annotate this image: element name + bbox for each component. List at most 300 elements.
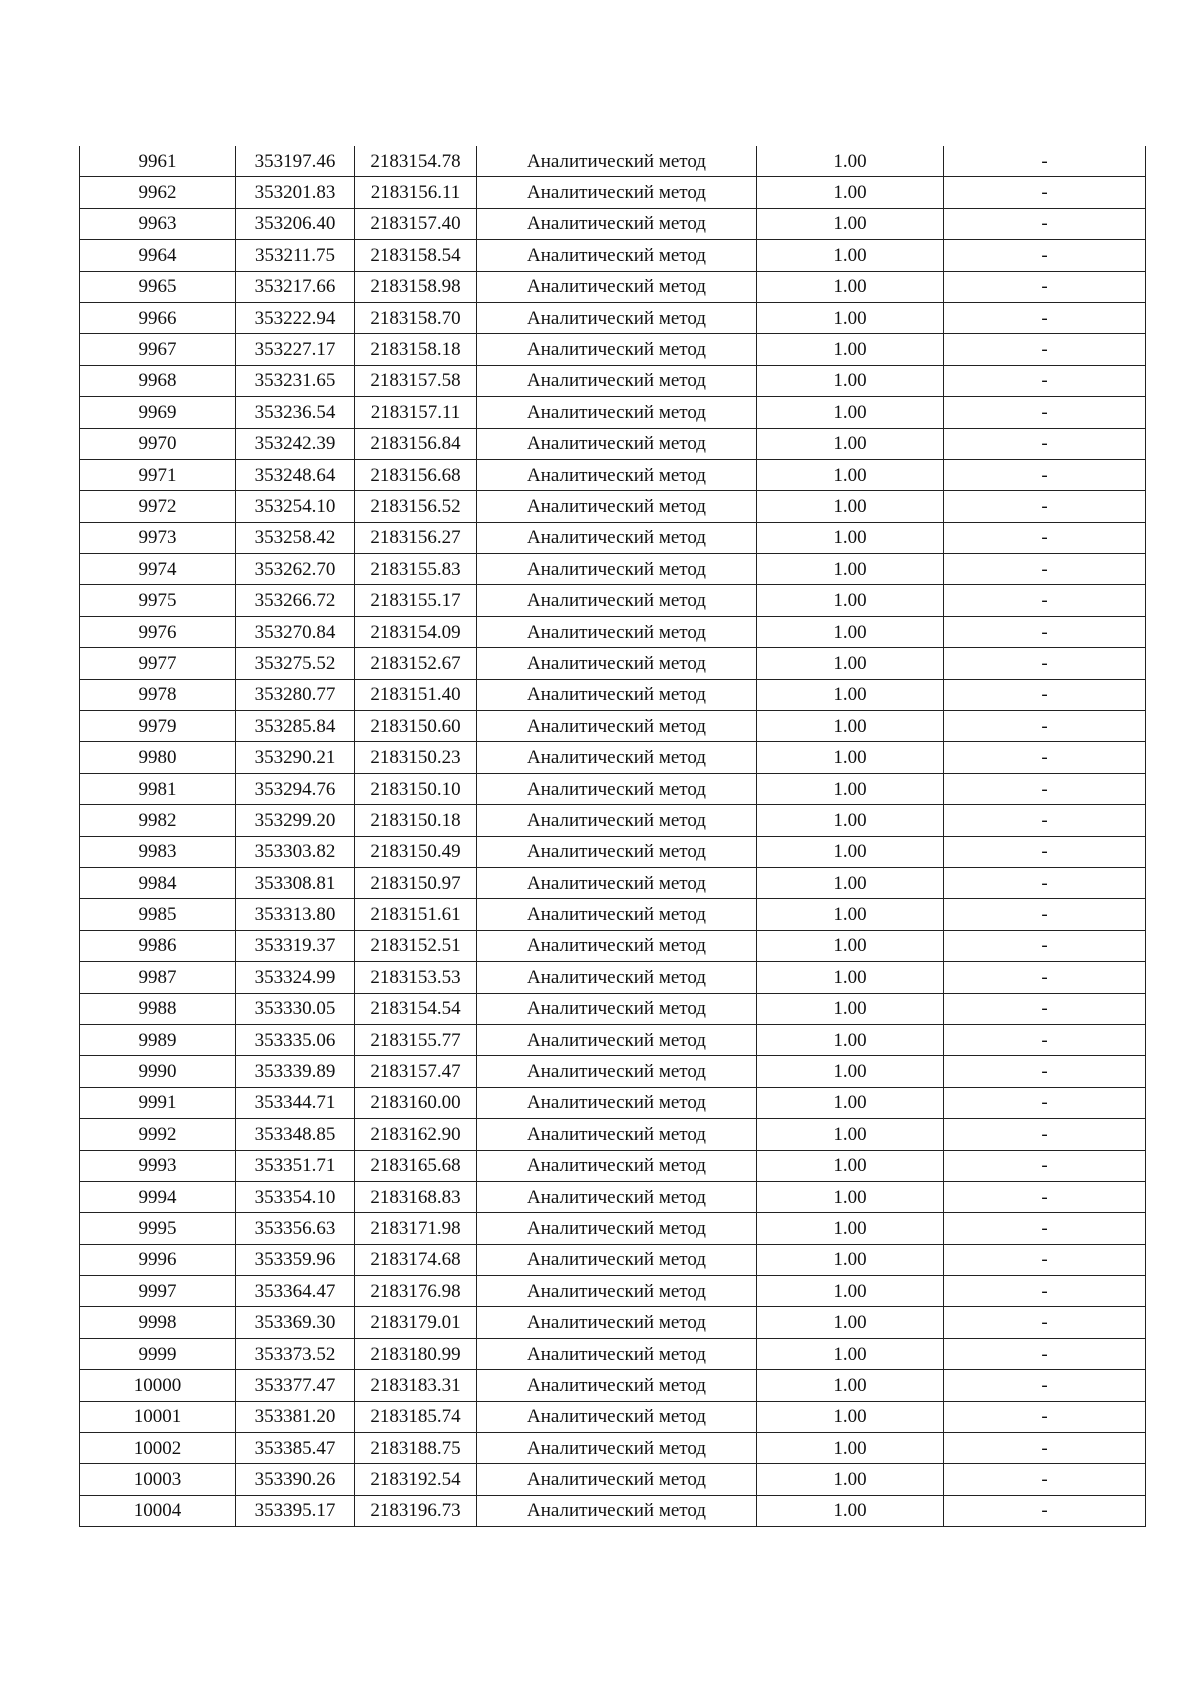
point-number-cell: 9967 [80, 334, 236, 365]
point-number-cell: 9981 [80, 773, 236, 804]
description-cell: - [944, 616, 1146, 647]
x-coordinate-cell: 353351.71 [236, 1150, 355, 1181]
table-row [80, 1024, 1146, 1055]
x-coordinate-cell: 353294.76 [236, 773, 355, 804]
method-cell: Аналитический метод [477, 208, 757, 239]
table-row [80, 208, 1146, 239]
table-row [80, 365, 1146, 396]
accuracy-cell: 1.00 [757, 271, 944, 302]
description-cell: - [944, 1338, 1146, 1369]
x-coordinate-cell: 353280.77 [236, 679, 355, 710]
point-number-cell: 9965 [80, 271, 236, 302]
point-number-cell: 9971 [80, 459, 236, 490]
accuracy-cell: 1.00 [757, 459, 944, 490]
description-cell: - [944, 459, 1146, 490]
x-coordinate-cell: 353266.72 [236, 585, 355, 616]
table-row [80, 930, 1146, 961]
y-coordinate-cell: 2183153.53 [355, 962, 477, 993]
description-cell: - [944, 522, 1146, 553]
description-cell: - [944, 867, 1146, 898]
method-cell: Аналитический метод [477, 711, 757, 742]
y-coordinate-cell: 2183156.68 [355, 459, 477, 490]
method-cell: Аналитический метод [477, 1150, 757, 1181]
point-number-cell: 9964 [80, 240, 236, 271]
point-number-cell: 9987 [80, 962, 236, 993]
y-coordinate-cell: 2183160.00 [355, 1087, 477, 1118]
x-coordinate-cell: 353217.66 [236, 271, 355, 302]
y-coordinate-cell: 2183168.83 [355, 1181, 477, 1212]
method-cell: Аналитический метод [477, 334, 757, 365]
description-cell: - [944, 930, 1146, 961]
point-number-cell: 9978 [80, 679, 236, 710]
x-coordinate-cell: 353248.64 [236, 459, 355, 490]
y-coordinate-cell: 2183196.73 [355, 1495, 477, 1526]
x-coordinate-cell: 353270.84 [236, 616, 355, 647]
method-cell: Аналитический метод [477, 773, 757, 804]
description-cell: - [944, 554, 1146, 585]
method-cell: Аналитический метод [477, 1338, 757, 1369]
description-cell: - [944, 585, 1146, 616]
method-cell: Аналитический метод [477, 1276, 757, 1307]
description-cell: - [944, 899, 1146, 930]
y-coordinate-cell: 2183150.60 [355, 711, 477, 742]
accuracy-cell: 1.00 [757, 616, 944, 647]
table-row [80, 616, 1146, 647]
description-cell: - [944, 428, 1146, 459]
point-number-cell: 9982 [80, 805, 236, 836]
accuracy-cell: 1.00 [757, 365, 944, 396]
y-coordinate-cell: 2183156.11 [355, 177, 477, 208]
y-coordinate-cell: 2183157.11 [355, 397, 477, 428]
point-number-cell: 9976 [80, 616, 236, 647]
y-coordinate-cell: 2183152.67 [355, 648, 477, 679]
method-cell: Аналитический метод [477, 1213, 757, 1244]
description-cell: - [944, 1307, 1146, 1338]
description-cell: - [944, 208, 1146, 239]
y-coordinate-cell: 2183156.27 [355, 522, 477, 553]
table-row [80, 742, 1146, 773]
x-coordinate-cell: 353290.21 [236, 742, 355, 773]
method-cell: Аналитический метод [477, 554, 757, 585]
point-number-cell: 9995 [80, 1213, 236, 1244]
y-coordinate-cell: 2183174.68 [355, 1244, 477, 1275]
accuracy-cell: 1.00 [757, 1244, 944, 1275]
table-row [80, 1276, 1146, 1307]
description-cell: - [944, 836, 1146, 867]
point-number-cell: 9980 [80, 742, 236, 773]
x-coordinate-cell: 353354.10 [236, 1181, 355, 1212]
point-number-cell: 9986 [80, 930, 236, 961]
point-number-cell: 9992 [80, 1119, 236, 1150]
y-coordinate-cell: 2183158.18 [355, 334, 477, 365]
table-row [80, 962, 1146, 993]
x-coordinate-cell: 353381.20 [236, 1401, 355, 1432]
description-cell: - [944, 397, 1146, 428]
point-number-cell: 9975 [80, 585, 236, 616]
description-cell: - [944, 742, 1146, 773]
method-cell: Аналитический метод [477, 742, 757, 773]
table-row [80, 1181, 1146, 1212]
accuracy-cell: 1.00 [757, 177, 944, 208]
method-cell: Аналитический метод [477, 1307, 757, 1338]
x-coordinate-cell: 353369.30 [236, 1307, 355, 1338]
y-coordinate-cell: 2183155.17 [355, 585, 477, 616]
table-row [80, 1244, 1146, 1275]
table-row [80, 1370, 1146, 1401]
description-cell: - [944, 491, 1146, 522]
description-cell: - [944, 711, 1146, 742]
point-number-cell: 9996 [80, 1244, 236, 1275]
table-row [80, 1087, 1146, 1118]
x-coordinate-cell: 353308.81 [236, 867, 355, 898]
method-cell: Аналитический метод [477, 993, 757, 1024]
y-coordinate-cell: 2183162.90 [355, 1119, 477, 1150]
point-number-cell: 9989 [80, 1024, 236, 1055]
point-number-cell: 9970 [80, 428, 236, 459]
method-cell: Аналитический метод [477, 302, 757, 333]
accuracy-cell: 1.00 [757, 679, 944, 710]
point-number-cell: 9998 [80, 1307, 236, 1338]
table-row [80, 773, 1146, 804]
description-cell: - [944, 240, 1146, 271]
table-row [80, 867, 1146, 898]
point-number-cell: 9969 [80, 397, 236, 428]
point-number-cell: 9997 [80, 1276, 236, 1307]
method-cell: Аналитический метод [477, 962, 757, 993]
x-coordinate-cell: 353364.47 [236, 1276, 355, 1307]
y-coordinate-cell: 2183183.31 [355, 1370, 477, 1401]
method-cell: Аналитический метод [477, 616, 757, 647]
x-coordinate-cell: 353231.65 [236, 365, 355, 396]
accuracy-cell: 1.00 [757, 1056, 944, 1087]
table-row [80, 585, 1146, 616]
description-cell: - [944, 146, 1146, 177]
point-number-cell: 10004 [80, 1495, 236, 1526]
y-coordinate-cell: 2183158.54 [355, 240, 477, 271]
table-row [80, 805, 1146, 836]
point-number-cell: 9974 [80, 554, 236, 585]
method-cell: Аналитический метод [477, 805, 757, 836]
table-row [80, 711, 1146, 742]
table-row [80, 240, 1146, 271]
description-cell: - [944, 805, 1146, 836]
accuracy-cell: 1.00 [757, 522, 944, 553]
description-cell: - [944, 648, 1146, 679]
point-number-cell: 9985 [80, 899, 236, 930]
accuracy-cell: 1.00 [757, 742, 944, 773]
x-coordinate-cell: 353254.10 [236, 491, 355, 522]
description-cell: - [944, 679, 1146, 710]
y-coordinate-cell: 2183154.54 [355, 993, 477, 1024]
table-row [80, 491, 1146, 522]
point-number-cell: 9972 [80, 491, 236, 522]
table-row [80, 554, 1146, 585]
description-cell: - [944, 1495, 1146, 1526]
point-number-cell: 9988 [80, 993, 236, 1024]
description-cell: - [944, 962, 1146, 993]
y-coordinate-cell: 2183192.54 [355, 1464, 477, 1495]
x-coordinate-cell: 353303.82 [236, 836, 355, 867]
accuracy-cell: 1.00 [757, 1433, 944, 1464]
description-cell: - [944, 1119, 1146, 1150]
method-cell: Аналитический метод [477, 1119, 757, 1150]
point-number-cell: 9979 [80, 711, 236, 742]
accuracy-cell: 1.00 [757, 1276, 944, 1307]
accuracy-cell: 1.00 [757, 1464, 944, 1495]
accuracy-cell: 1.00 [757, 1401, 944, 1432]
description-cell: - [944, 177, 1146, 208]
x-coordinate-cell: 353211.75 [236, 240, 355, 271]
x-coordinate-cell: 353319.37 [236, 930, 355, 961]
table-row [80, 1150, 1146, 1181]
x-coordinate-cell: 353359.96 [236, 1244, 355, 1275]
method-cell: Аналитический метод [477, 1056, 757, 1087]
table-row [80, 1307, 1146, 1338]
accuracy-cell: 1.00 [757, 993, 944, 1024]
table-row [80, 648, 1146, 679]
y-coordinate-cell: 2183154.78 [355, 146, 477, 177]
x-coordinate-cell: 353201.83 [236, 177, 355, 208]
y-coordinate-cell: 2183150.49 [355, 836, 477, 867]
table-row [80, 459, 1146, 490]
description-cell: - [944, 1056, 1146, 1087]
x-coordinate-cell: 353222.94 [236, 302, 355, 333]
table-row [80, 428, 1146, 459]
y-coordinate-cell: 2183156.52 [355, 491, 477, 522]
accuracy-cell: 1.00 [757, 240, 944, 271]
table-row [80, 993, 1146, 1024]
x-coordinate-cell: 353377.47 [236, 1370, 355, 1401]
description-cell: - [944, 1087, 1146, 1118]
method-cell: Аналитический метод [477, 1401, 757, 1432]
table-row [80, 899, 1146, 930]
accuracy-cell: 1.00 [757, 428, 944, 459]
accuracy-cell: 1.00 [757, 585, 944, 616]
accuracy-cell: 1.00 [757, 1087, 944, 1118]
method-cell: Аналитический метод [477, 365, 757, 396]
accuracy-cell: 1.00 [757, 1307, 944, 1338]
table-row [80, 146, 1146, 177]
method-cell: Аналитический метод [477, 522, 757, 553]
point-number-cell: 9963 [80, 208, 236, 239]
description-cell: - [944, 302, 1146, 333]
description-cell: - [944, 1401, 1146, 1432]
accuracy-cell: 1.00 [757, 711, 944, 742]
accuracy-cell: 1.00 [757, 1213, 944, 1244]
description-cell: - [944, 773, 1146, 804]
y-coordinate-cell: 2183151.61 [355, 899, 477, 930]
table-row [80, 1401, 1146, 1432]
point-number-cell: 9999 [80, 1338, 236, 1369]
y-coordinate-cell: 2183150.23 [355, 742, 477, 773]
accuracy-cell: 1.00 [757, 302, 944, 333]
x-coordinate-cell: 353390.26 [236, 1464, 355, 1495]
y-coordinate-cell: 2183165.68 [355, 1150, 477, 1181]
description-cell: - [944, 1464, 1146, 1495]
accuracy-cell: 1.00 [757, 146, 944, 177]
description-cell: - [944, 271, 1146, 302]
table-row [80, 334, 1146, 365]
table-row [80, 271, 1146, 302]
accuracy-cell: 1.00 [757, 334, 944, 365]
accuracy-cell: 1.00 [757, 1370, 944, 1401]
table-row [80, 1433, 1146, 1464]
y-coordinate-cell: 2183179.01 [355, 1307, 477, 1338]
y-coordinate-cell: 2183151.40 [355, 679, 477, 710]
accuracy-cell: 1.00 [757, 836, 944, 867]
description-cell: - [944, 1276, 1146, 1307]
accuracy-cell: 1.00 [757, 930, 944, 961]
accuracy-cell: 1.00 [757, 899, 944, 930]
table-row [80, 522, 1146, 553]
y-coordinate-cell: 2183152.51 [355, 930, 477, 961]
method-cell: Аналитический метод [477, 1087, 757, 1118]
y-coordinate-cell: 2183150.10 [355, 773, 477, 804]
y-coordinate-cell: 2183180.99 [355, 1338, 477, 1369]
method-cell: Аналитический метод [477, 428, 757, 459]
table-row [80, 1338, 1146, 1369]
method-cell: Аналитический метод [477, 585, 757, 616]
description-cell: - [944, 1244, 1146, 1275]
table-row [80, 1056, 1146, 1087]
method-cell: Аналитический метод [477, 146, 757, 177]
point-number-cell: 9994 [80, 1181, 236, 1212]
x-coordinate-cell: 353344.71 [236, 1087, 355, 1118]
y-coordinate-cell: 2183155.77 [355, 1024, 477, 1055]
x-coordinate-cell: 353356.63 [236, 1213, 355, 1244]
x-coordinate-cell: 353330.05 [236, 993, 355, 1024]
table-row [80, 397, 1146, 428]
x-coordinate-cell: 353227.17 [236, 334, 355, 365]
description-cell: - [944, 1433, 1146, 1464]
method-cell: Аналитический метод [477, 679, 757, 710]
x-coordinate-cell: 353324.99 [236, 962, 355, 993]
point-number-cell: 9968 [80, 365, 236, 396]
x-coordinate-cell: 353348.85 [236, 1119, 355, 1150]
method-cell: Аналитический метод [477, 1433, 757, 1464]
x-coordinate-cell: 353275.52 [236, 648, 355, 679]
point-number-cell: 9991 [80, 1087, 236, 1118]
accuracy-cell: 1.00 [757, 1024, 944, 1055]
y-coordinate-cell: 2183157.58 [355, 365, 477, 396]
coordinates-table-body [80, 146, 1146, 1527]
point-number-cell: 9983 [80, 836, 236, 867]
point-number-cell: 10001 [80, 1401, 236, 1432]
description-cell: - [944, 1181, 1146, 1212]
method-cell: Аналитический метод [477, 271, 757, 302]
y-coordinate-cell: 2183185.74 [355, 1401, 477, 1432]
accuracy-cell: 1.00 [757, 867, 944, 898]
accuracy-cell: 1.00 [757, 805, 944, 836]
method-cell: Аналитический метод [477, 930, 757, 961]
x-coordinate-cell: 353258.42 [236, 522, 355, 553]
x-coordinate-cell: 353197.46 [236, 146, 355, 177]
point-number-cell: 9977 [80, 648, 236, 679]
x-coordinate-cell: 353285.84 [236, 711, 355, 742]
x-coordinate-cell: 353236.54 [236, 397, 355, 428]
point-number-cell: 9984 [80, 867, 236, 898]
method-cell: Аналитический метод [477, 459, 757, 490]
method-cell: Аналитический метод [477, 899, 757, 930]
point-number-cell: 10003 [80, 1464, 236, 1495]
accuracy-cell: 1.00 [757, 962, 944, 993]
x-coordinate-cell: 353373.52 [236, 1338, 355, 1369]
x-coordinate-cell: 353395.17 [236, 1495, 355, 1526]
description-cell: - [944, 1150, 1146, 1181]
method-cell: Аналитический метод [477, 240, 757, 271]
table-row [80, 1495, 1146, 1526]
accuracy-cell: 1.00 [757, 1181, 944, 1212]
table-row [80, 177, 1146, 208]
x-coordinate-cell: 353313.80 [236, 899, 355, 930]
description-cell: - [944, 1370, 1146, 1401]
description-cell: - [944, 365, 1146, 396]
description-cell: - [944, 334, 1146, 365]
y-coordinate-cell: 2183158.98 [355, 271, 477, 302]
accuracy-cell: 1.00 [757, 397, 944, 428]
accuracy-cell: 1.00 [757, 1338, 944, 1369]
y-coordinate-cell: 2183171.98 [355, 1213, 477, 1244]
table-row [80, 1119, 1146, 1150]
x-coordinate-cell: 353262.70 [236, 554, 355, 585]
method-cell: Аналитический метод [477, 867, 757, 898]
x-coordinate-cell: 353299.20 [236, 805, 355, 836]
description-cell: - [944, 1213, 1146, 1244]
x-coordinate-cell: 353385.47 [236, 1433, 355, 1464]
x-coordinate-cell: 353335.06 [236, 1024, 355, 1055]
y-coordinate-cell: 2183188.75 [355, 1433, 477, 1464]
coordinates-table [79, 146, 1146, 1527]
method-cell: Аналитический метод [477, 1244, 757, 1275]
y-coordinate-cell: 2183157.47 [355, 1056, 477, 1087]
accuracy-cell: 1.00 [757, 1495, 944, 1526]
point-number-cell: 9993 [80, 1150, 236, 1181]
method-cell: Аналитический метод [477, 1024, 757, 1055]
accuracy-cell: 1.00 [757, 554, 944, 585]
accuracy-cell: 1.00 [757, 1150, 944, 1181]
method-cell: Аналитический метод [477, 1495, 757, 1526]
y-coordinate-cell: 2183150.18 [355, 805, 477, 836]
point-number-cell: 9961 [80, 146, 236, 177]
accuracy-cell: 1.00 [757, 1119, 944, 1150]
method-cell: Аналитический метод [477, 177, 757, 208]
accuracy-cell: 1.00 [757, 208, 944, 239]
table-row [80, 679, 1146, 710]
description-cell: - [944, 1024, 1146, 1055]
method-cell: Аналитический метод [477, 1464, 757, 1495]
y-coordinate-cell: 2183154.09 [355, 616, 477, 647]
point-number-cell: 9962 [80, 177, 236, 208]
x-coordinate-cell: 353206.40 [236, 208, 355, 239]
point-number-cell: 9990 [80, 1056, 236, 1087]
point-number-cell: 9966 [80, 302, 236, 333]
table-row [80, 302, 1146, 333]
method-cell: Аналитический метод [477, 491, 757, 522]
accuracy-cell: 1.00 [757, 491, 944, 522]
description-cell: - [944, 993, 1146, 1024]
y-coordinate-cell: 2183176.98 [355, 1276, 477, 1307]
y-coordinate-cell: 2183158.70 [355, 302, 477, 333]
point-number-cell: 9973 [80, 522, 236, 553]
table-row [80, 1213, 1146, 1244]
table-row [80, 836, 1146, 867]
x-coordinate-cell: 353339.89 [236, 1056, 355, 1087]
method-cell: Аналитический метод [477, 1370, 757, 1401]
y-coordinate-cell: 2183157.40 [355, 208, 477, 239]
y-coordinate-cell: 2183150.97 [355, 867, 477, 898]
method-cell: Аналитический метод [477, 836, 757, 867]
point-number-cell: 10002 [80, 1433, 236, 1464]
